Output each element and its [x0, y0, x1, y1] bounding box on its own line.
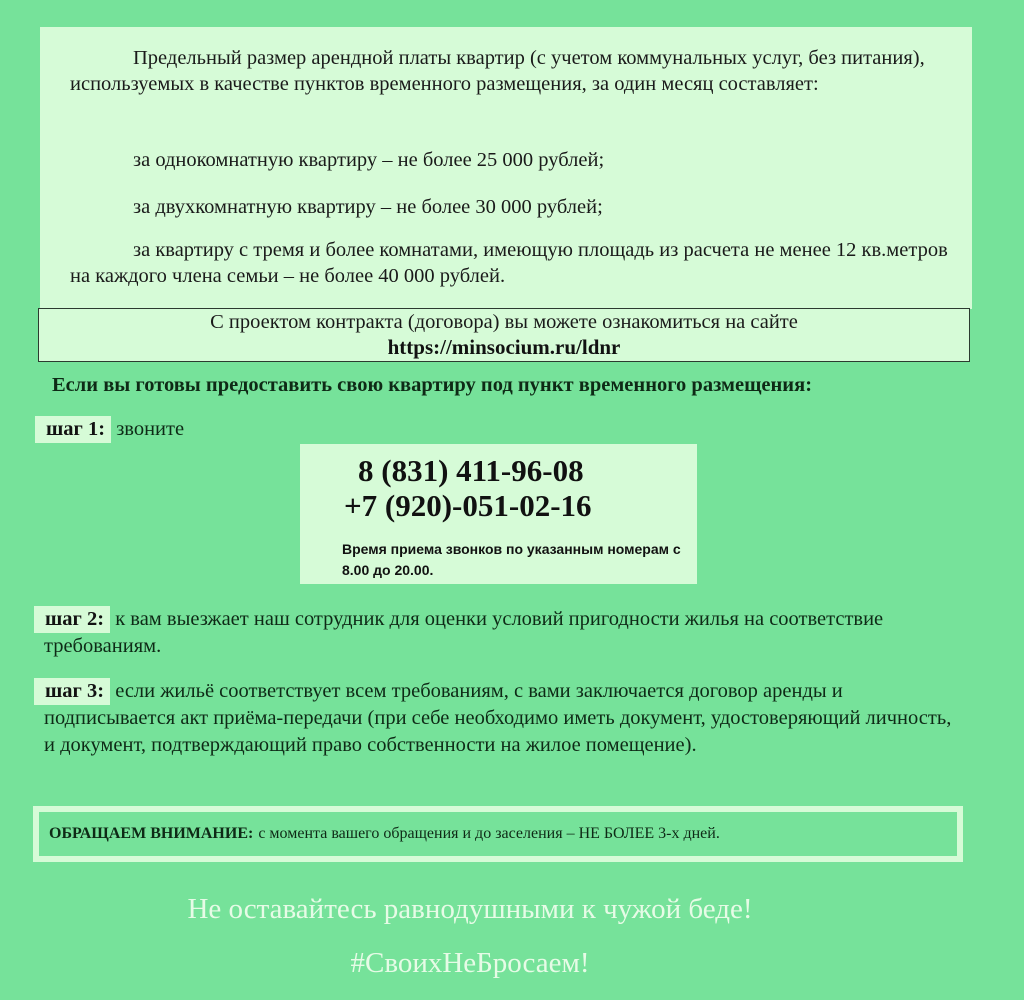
step-2-text: к вам выезжает наш сотрудник для оценки условий пригодности жилья на соответствие требованиям.	[44, 608, 884, 657]
phone-box	[300, 444, 697, 584]
rent-limit-one-room: за однокомнатную квартиру – не более 25 000 рублей;	[133, 149, 605, 171]
step-1-text: звоните	[116, 418, 185, 440]
step-3	[44, 678, 964, 759]
step-1-label: шаг 1:	[35, 416, 111, 443]
step-3-label: шаг 3:	[34, 678, 110, 705]
hashtag: #СвоихНеБросаем!	[350, 947, 590, 979]
phone-hours: Время приема звонков по указанным номерам с 8.00 до 20.00.	[342, 541, 681, 578]
rent-limits-box	[40, 27, 972, 309]
attention-box	[33, 806, 963, 862]
rent-limit-three-plus-room: за квартиру с тремя и более комнатами, имеющую площадь из расчета не менее 12 кв.метров на каждого члена семьи – не более 40 000 рублей.	[70, 239, 948, 287]
contract-link[interactable]: https://minsocium.ru/ldnr	[387, 335, 621, 359]
contract-info-box	[38, 308, 970, 362]
step-3-text: если жильё соответствует всем требованиям, с вами заключается договор аренды и подписывается акт приёма-передачи (при себе необходимо иметь документ, удостоверяющий личность, и документ, подтверждающий право собственности на жилое помещение).	[44, 680, 952, 756]
rent-limit-two-room: за двухкомнатную квартиру – не более 30 000 рублей;	[133, 196, 603, 218]
phone-number-1[interactable]: 8 (831) 411-96-08	[358, 453, 584, 488]
rent-limits-intro: Предельный размер арендной платы квартир (с учетом коммунальных услуг, без питания), используемых в качестве пунктов временного размещения, за один месяц составляет:	[70, 47, 925, 95]
step-2-label: шаг 2:	[34, 606, 110, 633]
attention-label: ОБРАЩАЕМ ВНИМАНИЕ:	[49, 825, 254, 842]
attention-text: с момента вашего обращения и до заселения – НЕ БОЛЕЕ 3-х дней.	[258, 825, 720, 842]
step-1	[35, 416, 955, 443]
ready-heading: Если вы готовы предоставить свою квартиру под пункт временного размещения:	[52, 374, 813, 396]
step-2	[44, 606, 964, 660]
attention-inner	[39, 812, 957, 856]
slogan: Не оставайтесь равнодушными к чужой беде!	[187, 893, 753, 925]
contract-text: С проектом контракта (договора) вы можете ознакомиться на сайте	[210, 311, 798, 333]
phone-number-2[interactable]: +7 (920)-051-02-16	[344, 488, 592, 523]
